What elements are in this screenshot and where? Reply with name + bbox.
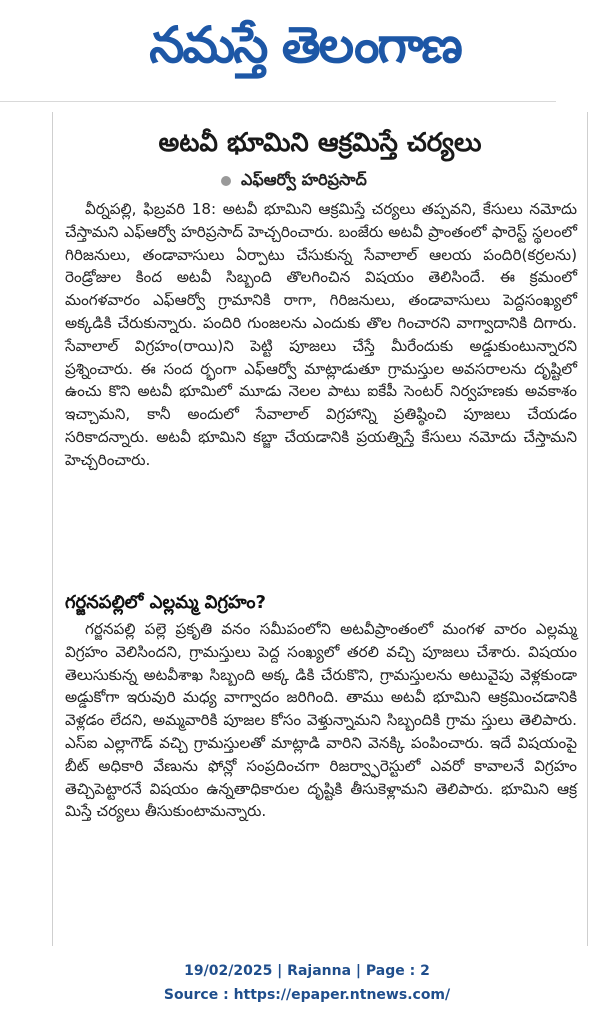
divider	[0, 101, 556, 102]
bullet-icon	[221, 176, 231, 186]
article-paragraph: గర్జనపల్లి పల్లె ప్రకృతి వనం సమీపంలోని అటవీప్రాంతంలో మంగళ వారం ఎల్లమ్మ విగ్రహం వెలిసిందని, గ్రామస్తులు పెద్ద సంఖ్యలో తరలి వచ్చి పూజలు చేశారు. విషయం తెలుసుకున్న అటవీశాఖ సిబ్బంది అక్క డికి చేరుకొని, గ్రామస్తులను అటువైపు వెళ్లకుండా అడ్డుకోగా ఇరువురి మధ్య వాగ్వాదం జరిగింది. తాము అటవీ భూమిని ఆక్రమించడానికి వెళ్లడం లేదని, అమ్మవారికి పూజల కోసం వెళ్తున్నామని సిబ్బందికి గ్రామ స్తులు తెలిపారు. ఎస్ఐ ఎల్లాగౌడ్ వచ్చి గ్రామస్తులతో మాట్లాడి వారిని వెనక్కి పంపించారు. ఇదే విషయంపై బీట్ అధికారి వేణును ఫోన్లో సంప్రదించగా రిజర్వ్ఫారెస్టులో ఎవరో కావాలనే విగ్రహం తెచ్చిపెట్టారనే విషయం ఉన్నతాధికారుల దృష్టికి తీసుకెళ్లామని తెలిపారు. భూమిని ఆక్ర మిస్తే చర్యలు తీసుకుంటామన్నారు.	[65, 620, 577, 821]
article-headline: అటవీ భూమిని ఆక్రమిస్తే చర్యలు	[158, 128, 482, 158]
article-byline	[221, 168, 561, 192]
article-subheading: గర్జనపల్లిలో ఎల్లమ్మ విగ్రహం?	[65, 592, 266, 613]
article-clipping	[52, 112, 588, 946]
masthead-logo: నమస్తే తెలంగాణ	[149, 16, 461, 74]
byline-text: ఎఫ్ఆర్వో హరిప్రసాద్	[241, 170, 367, 189]
article-paragraph: వీర్నపల్లి, ఫిబ్రవరి 18: అటవీ భూమిని ఆక్రమిస్తే చర్యలు తప్పవని, కేసులు నమోదు చేస్తామని ఎఫ్ఆర్వో హరిప్రసాద్ హెచ్చరించారు. బంజేరు అటవీ ప్రాంతంలో ఫారెస్ట్ స్థలంలో గిరిజనులు, తండావాసులు ఏర్పాటు చేసుకున్న సేవాలాల్ ఆలయ పందిరి(కర్రలను) రెండ్రోజుల కింద అటవీ సిబ్బంది తొలగించిన విషయం తెలిసిందే. ఈ క్రమంలో మంగళవారం ఎఫ్ఆర్వో గ్రామానికి రాగా, గిరిజనులు, తండావాసులు పెద్దసంఖ్యలో అక్కడికి చేరుకున్నారు. పందిరి గుంజలను ఎందుకు తొల గించారని వాగ్వాదానికి దిగారు. సేవాలాల్ విగ్రహం(రాయి)ని పెట్టి పూజలు చేస్తే మీరేందుకు అడ్డుకుంటున్నారని ప్రశ్నించారు. ఈ సంద ర్భంగా ఎఫ్ఆర్వో మాట్లాడుతూ గ్రామస్తుల అవసరాలను దృష్టిలో ఉంచు కొని అటవీ భూమిలో మూడు నెలల పాటు ఐకేపీ సెంటర్ నిర్వహణకు అవకాశం ఇచ్చామని, కానీ అందులో సేవాలాల్ విగ్రహాన్ని ప్రతిష్ఠించి పూజలు చేయడం సరికాదన్నారు. అటవీ భూమిని కబ్జా చేయడానికి ప్రయత్నిస్తే కేసులు నమోదు చేస్తామని హెచ్చరించారు.	[65, 200, 577, 469]
cut-off-heading	[163, 934, 483, 946]
footer-date-line: 19/02/2025 | Rajanna | Page : 2	[184, 963, 430, 979]
footer-source-line: Source : https://epaper.ntnews.com/	[163, 987, 451, 1003]
